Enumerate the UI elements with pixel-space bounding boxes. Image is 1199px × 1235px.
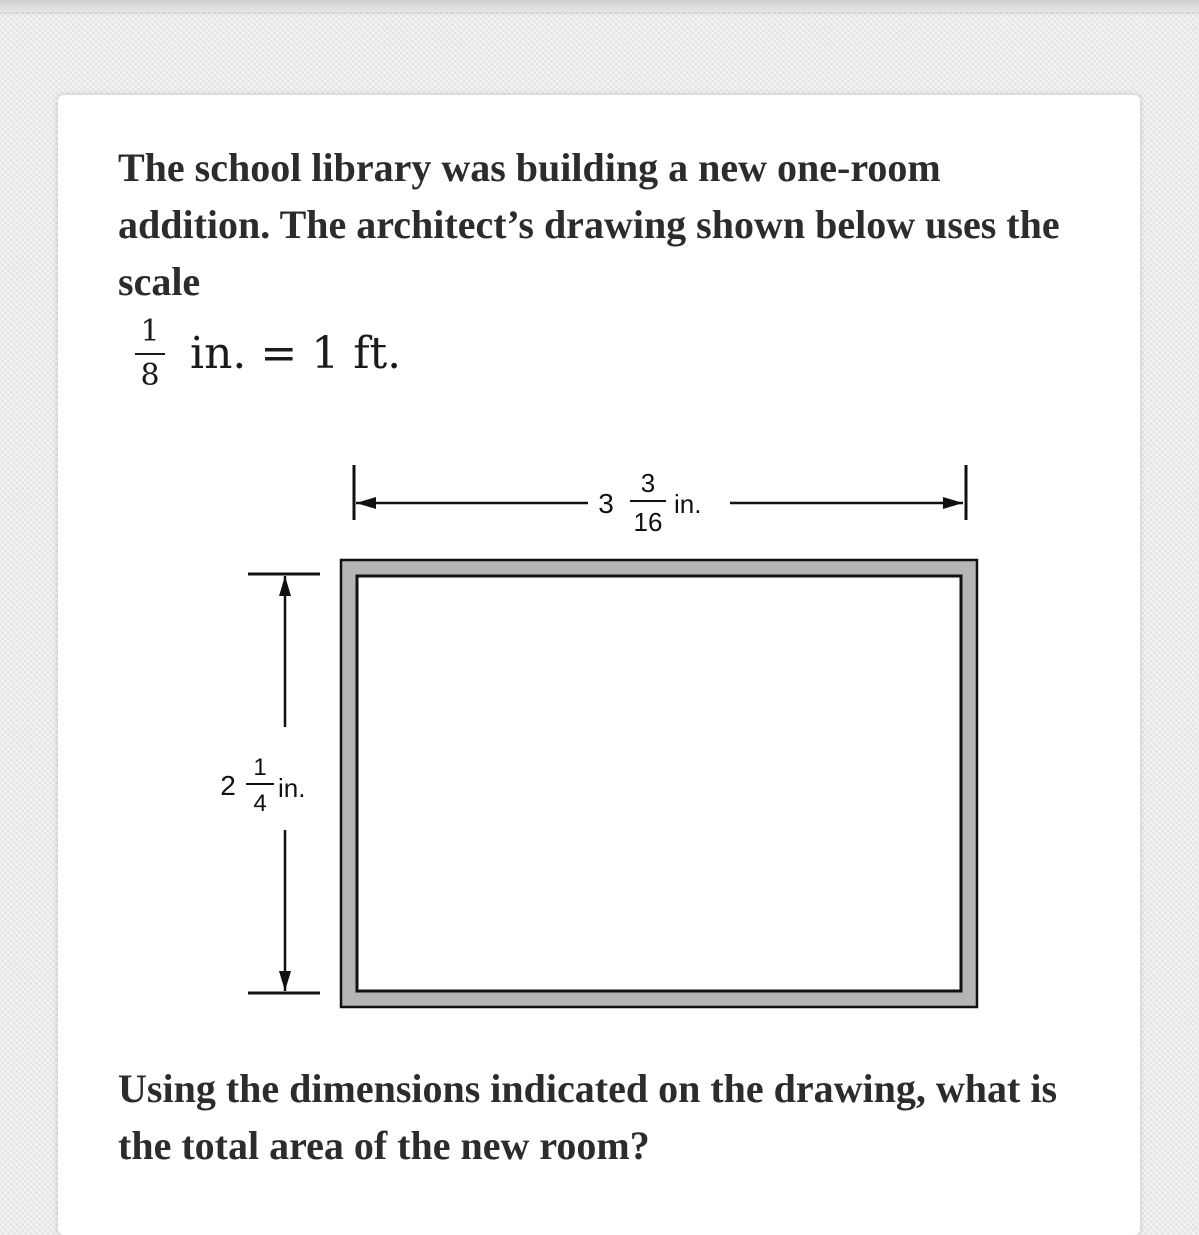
question-card (58, 95, 1140, 1235)
scale-equation: in. = 1 ft. (190, 328, 402, 379)
down-arrow-icon (279, 971, 291, 991)
width-unit: in. (674, 489, 702, 519)
left-arrow-icon (356, 497, 376, 509)
top-bar (0, 0, 1199, 12)
height-whole: 2 (220, 770, 236, 801)
up-arrow-icon (279, 576, 291, 596)
room-drawing (58, 95, 1140, 1055)
width-denominator: 16 (633, 507, 663, 537)
right-arrow-icon (943, 497, 963, 509)
height-dimension (220, 574, 320, 993)
room-walls (341, 560, 977, 1007)
height-numerator: 1 (253, 754, 267, 781)
scale-denominator: 8 (140, 358, 160, 393)
question-text: The school library was building a new one-room addition. The architect’s drawing shown below uses the scale (118, 145, 1060, 304)
width-dimension (354, 465, 966, 537)
width-whole: 3 (598, 488, 614, 519)
height-unit: in. (278, 773, 306, 803)
scale-numerator: 1 (140, 314, 160, 349)
question-prompt: Using the dimensions indicated on the drawing, what is the total area of the new room? (118, 1066, 1058, 1168)
width-numerator: 3 (640, 468, 656, 498)
height-denominator: 4 (253, 790, 267, 817)
